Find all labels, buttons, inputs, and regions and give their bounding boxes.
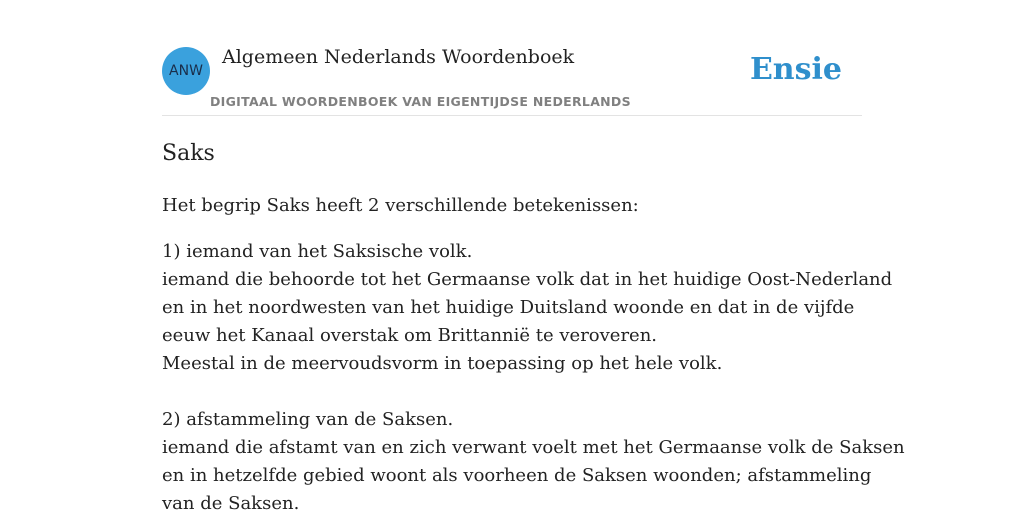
meanings-list xyxy=(162,238,905,512)
ensie-brand-logo[interactable]: Ensie xyxy=(749,52,842,87)
site-header xyxy=(162,44,862,116)
meaning-spacer xyxy=(162,378,862,406)
entry-intro: Het begrip Saks heeft 2 verschillende betekenissen: xyxy=(162,195,639,216)
entry-word-heading: Saks xyxy=(162,141,215,166)
meaning-title: 1) iemand van het Saksische volk. xyxy=(162,241,473,262)
site-subtitle: DIGITAAL WOORDENBOEK VAN EIGENTIJDSE NEDERLANDS xyxy=(210,94,631,109)
meaning-definition-line: eeuw het Kanaal overstak om Brittannië te veroveren. xyxy=(162,325,658,346)
meaning-definition-line: en in het noordwesten van het huidige Duitsland woonde en dat in de vijfde xyxy=(162,297,855,318)
meaning-definition-line: iemand die behoorde tot het Germaanse volk dat in het huidige Oost-Nederland xyxy=(162,269,893,290)
meaning-definition-line: van de Saksen. xyxy=(162,493,300,512)
anw-logo[interactable]: ANW xyxy=(162,47,210,95)
meaning-note-line: Meestal in de meervoudsvorm in toepassing op het hele volk. xyxy=(162,353,723,374)
meaning-title: 2) afstammeling van de Saksen. xyxy=(162,409,454,430)
site-title[interactable]: Algemeen Nederlands Woordenboek xyxy=(222,46,575,68)
meaning-item xyxy=(162,238,893,378)
header-divider xyxy=(162,115,862,116)
meaning-definition-line: en in hetzelfde gebied woont als voorheen de Saksen woonden; afstammeling xyxy=(162,465,872,486)
entry-content xyxy=(162,138,905,512)
meaning-item xyxy=(162,406,905,512)
meaning-definition-line: iemand die afstamt van en zich verwant voelt met het Germaanse volk de Saksen xyxy=(162,437,905,458)
